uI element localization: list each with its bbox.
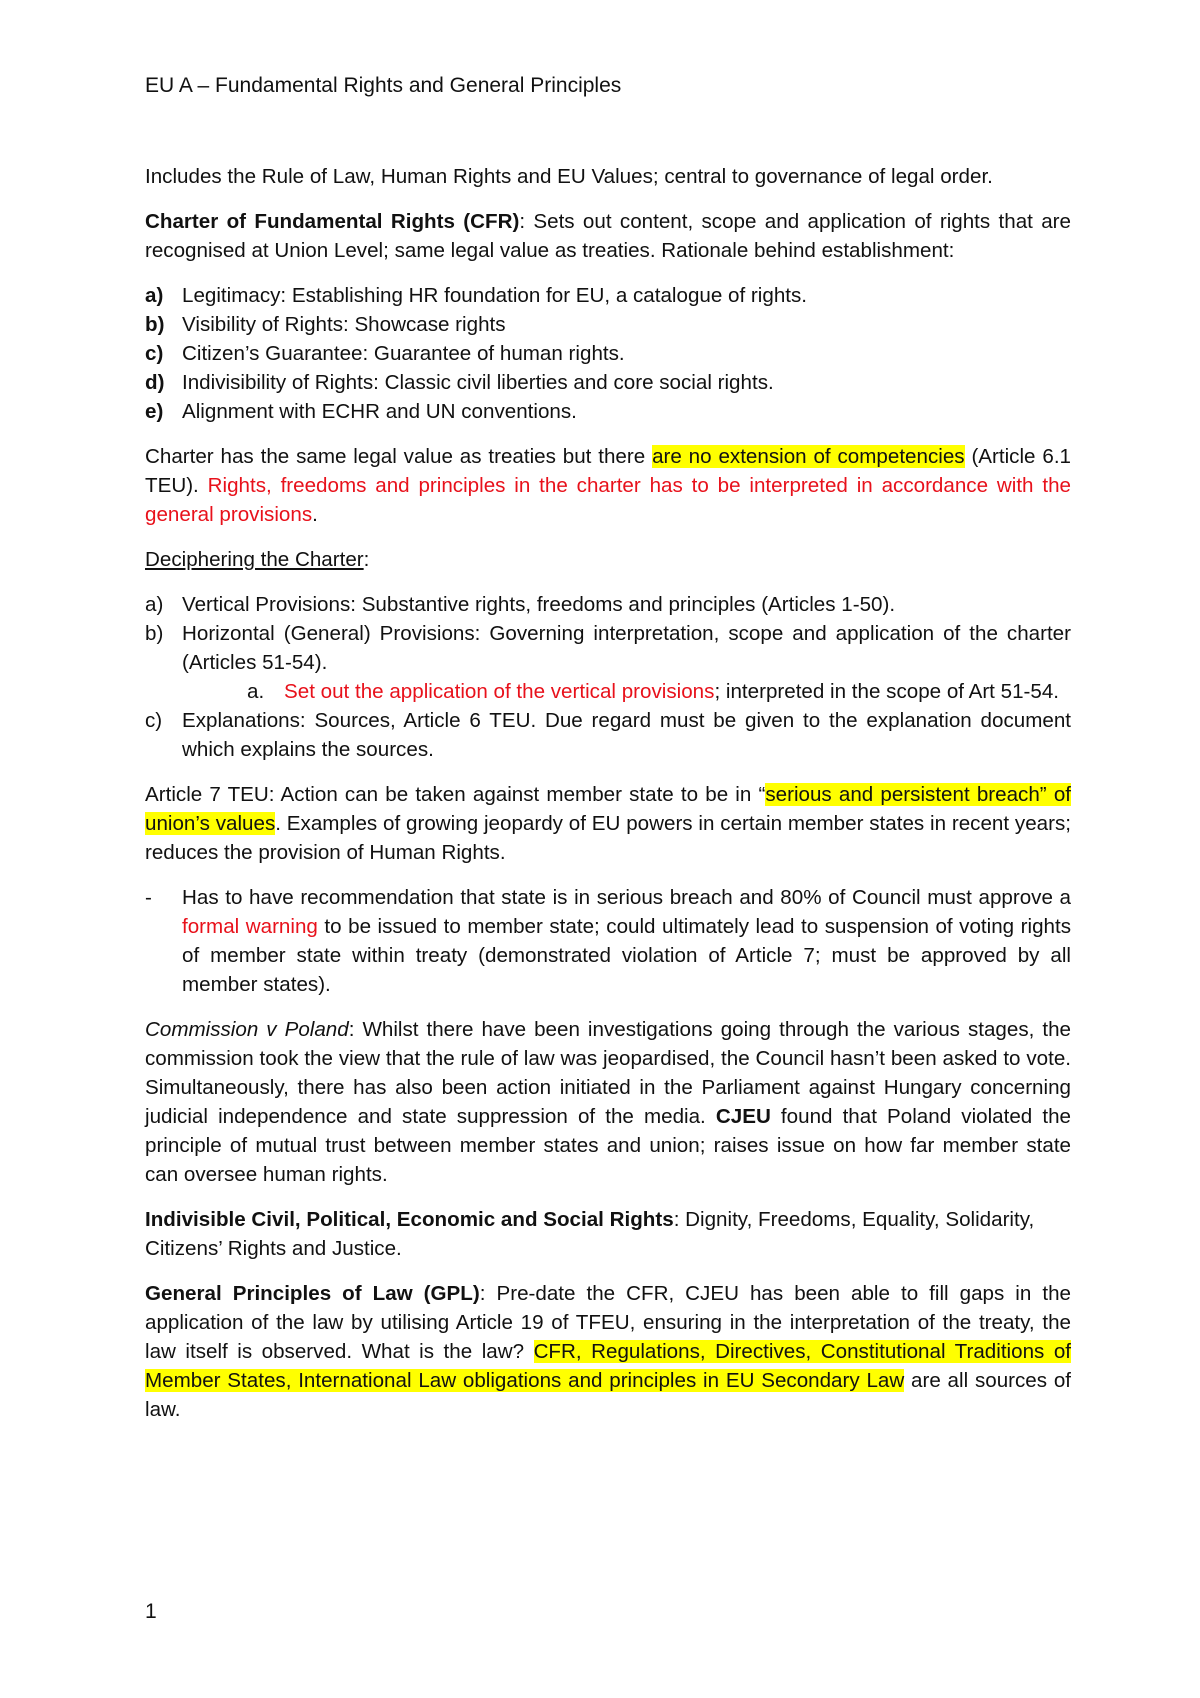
dash-text-1: Has to have recommendation that state is in serious breach and 80% of Council must approve a <box>182 886 1071 909</box>
deciphering-heading <box>145 545 1071 574</box>
dash-text-2: to be issued to member state; could ultimately lead to suspension of voting rights of member state within treaty (demonstrated violation of Article 7; must be approved by all member states). <box>182 915 1071 996</box>
sub-list-item <box>247 677 1071 706</box>
article7-text-2: . Examples of growing jeopardy of EU powers in certain member states in recent years; reduces the provision of Human Rights. <box>145 812 1072 864</box>
list-item-text: Vertical Provisions: Substantive rights, freedoms and principles (Articles 1-50). <box>182 593 896 616</box>
article7-paragraph <box>145 780 1071 867</box>
red-emphasis-formal-warning: formal warning <box>182 915 318 938</box>
charter-paragraph <box>145 442 1071 529</box>
cfr-term: Charter of Fundamental Rights (CFR) <box>145 210 520 233</box>
list-item-text: Visibility of Rights: Showcase rights <box>182 313 506 336</box>
indivisible-term: Indivisible Civil, Political, Economic and Social Rights <box>145 1208 674 1231</box>
sub-list-marker: a. <box>247 680 265 703</box>
sub-list <box>182 677 1071 706</box>
page-number: 1 <box>145 1600 157 1623</box>
list-marker: a) <box>145 284 164 307</box>
rationale-list <box>145 281 1071 426</box>
cfr-text: : Sets out content, scope and application of rights that are recognised at Union Level; same legal value as treaties. Rationale behind establishment: <box>145 210 1071 262</box>
list-item <box>145 310 1071 339</box>
list-item-text: Alignment with ECHR and UN conventions. <box>182 400 577 423</box>
poland-paragraph <box>145 1015 1071 1189</box>
indivisible-text: : Dignity, Freedoms, Equality, Solidarity, Citizens’ Rights and Justice. <box>145 1208 1035 1260</box>
charter-text-1: Charter has the same legal value as treaties but there <box>145 445 653 468</box>
list-item-text: Indivisibility of Rights: Classic civil liberties and core social rights. <box>182 371 774 394</box>
red-emphasis-interpretation: Rights, freedoms and principles in the charter has to be interpreted in accordance with the general provisions <box>145 474 1071 526</box>
dash-marker: - <box>145 886 152 909</box>
gpl-term: General Principles of Law (GPL) <box>145 1282 480 1305</box>
list-item <box>145 397 1071 426</box>
list-marker: b) <box>145 622 164 645</box>
list-item <box>145 619 1071 706</box>
gpl-text-2: are all sources of law. <box>145 1369 1071 1421</box>
highlight-no-extension: are no extension of competencies <box>652 445 965 468</box>
list-item-text: Legitimacy: Establishing HR foundation for EU, a catalogue of rights. <box>182 284 808 307</box>
list-marker: d) <box>145 371 165 394</box>
list-marker: c) <box>145 342 164 365</box>
article7-text-1: Article 7 TEU: Action can be taken against member state to be in “ <box>145 783 766 806</box>
case-name: Commission v Poland <box>145 1018 349 1041</box>
dash-list <box>145 883 1071 999</box>
list-marker: c) <box>145 709 163 732</box>
document-body <box>145 162 1071 1440</box>
sub-list-text: ; interpreted in the scope of Art 51-54. <box>714 680 1060 703</box>
page-header: EU A – Fundamental Rights and General Principles <box>145 74 622 97</box>
list-item <box>145 883 1071 999</box>
list-item-text: Explanations: Sources, Article 6 TEU. Due regard must be given to the explanation document which explains the sources. <box>182 709 1071 761</box>
charter-text-3: . <box>312 503 318 526</box>
highlight-sources-of-law: CFR, Regulations, Directives, Constitutional Traditions of Member States, International Law obligations and principles in EU Secondary Law <box>145 1340 1071 1392</box>
gpl-text-1: : Pre-date the CFR, CJEU has been able to fill gaps in the application of the law by utilising Article 19 of TFEU, ensuring in the interpretation of the treaty, the law itself is observed. What is the law? <box>145 1282 1071 1363</box>
list-item <box>145 281 1071 310</box>
deciphering-colon: : <box>363 548 370 571</box>
list-item <box>145 368 1071 397</box>
intro-paragraph: Includes the Rule of Law, Human Rights and EU Values; central to governance of legal order. <box>145 165 993 188</box>
red-emphasis-vertical: Set out the application of the vertical provisions <box>284 680 715 703</box>
charter-text-2: (Article 6.1 TEU). <box>145 445 1072 497</box>
cjeu-term: CJEU <box>715 1105 771 1128</box>
gpl-paragraph <box>145 1279 1071 1424</box>
provisions-list <box>145 590 1071 764</box>
poland-text-1: : Whilst there have been investigations going through the various stages, the commission took the view that the rule of law was jeopardised, the Council hasn’t been asked to vote. Simultaneously, there has also been action initiated in the Parliament against Hungary concerning judicial independence and state suppression of the media. <box>145 1018 1071 1128</box>
highlight-serious-breach: serious and persistent breach” of union’s values <box>145 783 1071 835</box>
list-item <box>145 590 1071 619</box>
list-item <box>145 339 1071 368</box>
list-item-text: Horizontal (General) Provisions: Governing interpretation, scope and application of the charter (Articles 51-54). <box>182 622 1071 674</box>
poland-text-2: found that Poland violated the principle of mutual trust between member states and union; raises issue on how far member state can oversee human rights. <box>145 1105 1071 1186</box>
list-marker: a) <box>145 593 164 616</box>
list-item <box>145 706 1071 764</box>
list-item-text: Citizen’s Guarantee: Guarantee of human rights. <box>182 342 625 365</box>
list-marker: b) <box>145 313 165 336</box>
indivisible-paragraph <box>145 1205 1071 1263</box>
cfr-paragraph <box>145 207 1071 265</box>
list-marker: e) <box>145 400 164 423</box>
deciphering-title: Deciphering the Charter <box>145 548 364 571</box>
